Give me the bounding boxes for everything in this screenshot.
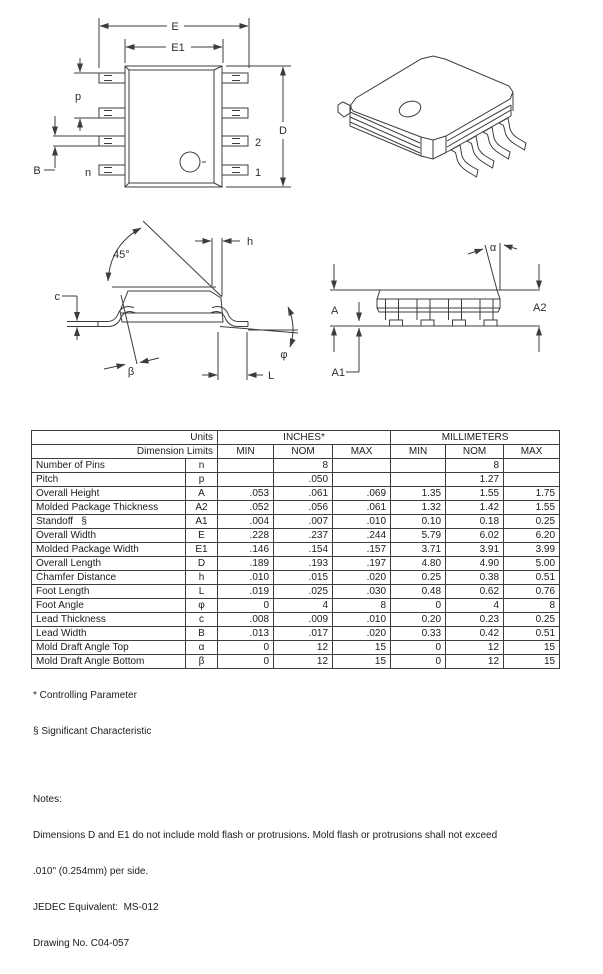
- note-drawing-number: Drawing No. C04-057: [33, 938, 130, 949]
- dimension-value-cell: 0.18: [446, 515, 504, 529]
- limit-col-header: NOM: [446, 445, 504, 459]
- dimension-value-cell: 8: [333, 599, 391, 613]
- dimension-value-cell: .157: [333, 543, 391, 557]
- dimension-value-cell: 12: [274, 655, 333, 669]
- dimension-name-cell: Pitch: [32, 473, 186, 487]
- limit-col-header: NOM: [274, 445, 333, 459]
- dimension-name-cell: Mold Draft Angle Bottom: [32, 655, 186, 669]
- left-pins: [99, 73, 125, 175]
- dimension-value-cell: 1.35: [391, 487, 446, 501]
- dimension-name-cell: Overall Height: [32, 487, 186, 501]
- dimension-value-cell: .013: [218, 627, 274, 641]
- table-row: [32, 529, 560, 543]
- isometric-view-drawing: [338, 56, 526, 177]
- dim-l-label: L: [268, 370, 275, 382]
- dimension-value-cell: .009: [274, 613, 333, 627]
- dimension-value-cell: 0.25: [391, 571, 446, 585]
- dim-a-label: A: [331, 305, 339, 317]
- footnote-significant-characteristic: § Significant Characteristic: [33, 726, 152, 737]
- dimension-value-cell: 0.23: [446, 613, 504, 627]
- iso-left-lead: [338, 102, 351, 117]
- dimension-symbol-cell: p: [186, 473, 218, 487]
- dimension-value-cell: 8: [274, 459, 333, 473]
- pin-1-label: 1: [255, 167, 262, 179]
- limit-col-header: MAX: [504, 445, 560, 459]
- dimension-value-cell: 15: [333, 655, 391, 669]
- dimension-limits-header-cell: Dimension Limits: [32, 445, 218, 459]
- dimension-name-cell: Overall Width: [32, 529, 186, 543]
- dimension-value-cell: 0.42: [446, 627, 504, 641]
- dimension-value-cell: 0.25: [504, 515, 560, 529]
- dimension-value-cell: 0.51: [504, 627, 560, 641]
- dimension-value-cell: 1.32: [391, 501, 446, 515]
- dimension-value-cell: 0.33: [391, 627, 446, 641]
- dimension-symbol-cell: A1: [186, 515, 218, 529]
- dimension-value-cell: .025: [274, 585, 333, 599]
- dimension-name-cell: Molded Package Thickness: [32, 501, 186, 515]
- table-row: [32, 585, 560, 599]
- dimension-value-cell: 4.90: [446, 557, 504, 571]
- dimension-value-cell: .020: [333, 571, 391, 585]
- dimension-value-cell: 0: [391, 599, 446, 613]
- dimension-value-cell: 0: [391, 655, 446, 669]
- dimension-value-cell: 1.55: [446, 487, 504, 501]
- dimension-value-cell: 0.62: [446, 585, 504, 599]
- dimension-value-cell: 12: [274, 641, 333, 655]
- dimension-symbol-cell: φ: [186, 599, 218, 613]
- dimension-value-cell: .237: [274, 529, 333, 543]
- spacer: [33, 762, 497, 770]
- table-row: [32, 599, 560, 613]
- dim-h-label: h: [247, 236, 254, 248]
- dimension-name-cell: Chamfer Distance: [32, 571, 186, 585]
- dimension-name-cell: Mold Draft Angle Top: [32, 641, 186, 655]
- dim-e-label: E: [171, 21, 179, 33]
- pin1-indicator-dot-iso: [397, 98, 423, 119]
- dimension-value-cell: [391, 473, 446, 487]
- notes-title: Notes:: [33, 794, 62, 805]
- table-row: [32, 627, 560, 641]
- dimension-value-cell: 15: [504, 641, 560, 655]
- dim-e1-label: E1: [171, 42, 185, 54]
- units-header-cell: Units: [32, 431, 218, 445]
- table-row: [32, 557, 560, 571]
- dimension-value-cell: 0.20: [391, 613, 446, 627]
- dimension-symbol-cell: h: [186, 571, 218, 585]
- dimension-value-cell: [333, 459, 391, 473]
- dimension-name-cell: Lead Width: [32, 627, 186, 641]
- dimension-value-cell: 0.51: [504, 571, 560, 585]
- dim-b-label: B: [33, 165, 41, 177]
- dim-a1-label: A1: [331, 367, 345, 379]
- note-line: .010" (0.254mm) per side.: [33, 866, 149, 877]
- dimension-value-cell: 0.38: [446, 571, 504, 585]
- dimension-value-cell: .050: [274, 473, 333, 487]
- dimension-table: [31, 430, 560, 669]
- package-body-top-view: [125, 66, 222, 187]
- table-row: [32, 487, 560, 501]
- dimension-value-cell: .007: [274, 515, 333, 529]
- table-row: [32, 571, 560, 585]
- dimension-value-cell: .004: [218, 515, 274, 529]
- dimension-symbol-cell: E1: [186, 543, 218, 557]
- pin1-indicator-dot: [180, 152, 200, 172]
- table-row: [32, 641, 560, 655]
- dimension-value-cell: 3.71: [391, 543, 446, 557]
- dimension-value-cell: .146: [218, 543, 274, 557]
- dimension-value-cell: [504, 473, 560, 487]
- table-header-row-units: [32, 431, 560, 445]
- dimension-value-cell: 5.79: [391, 529, 446, 543]
- dimension-value-cell: 0.25: [504, 613, 560, 627]
- dimension-symbol-cell: n: [186, 459, 218, 473]
- dimension-symbol-cell: E: [186, 529, 218, 543]
- dimension-value-cell: 12: [446, 641, 504, 655]
- dimension-name-cell: Lead Thickness: [32, 613, 186, 627]
- dimension-value-cell: 8: [504, 599, 560, 613]
- right-pins: [222, 73, 248, 175]
- dimension-value-cell: .154: [274, 543, 333, 557]
- package-body-side-view: [377, 290, 500, 299]
- dimension-value-cell: 5.00: [504, 557, 560, 571]
- dimension-value-cell: 8: [446, 459, 504, 473]
- dimension-value-cell: 1.27: [446, 473, 504, 487]
- dimension-value-cell: 1.55: [504, 501, 560, 515]
- dimension-value-cell: [333, 473, 391, 487]
- dim-45-label: 45°: [113, 249, 130, 261]
- dimension-value-cell: .008: [218, 613, 274, 627]
- dimension-value-cell: 0: [391, 641, 446, 655]
- dimension-value-cell: 0: [218, 655, 274, 669]
- table-row: [32, 473, 560, 487]
- dimension-symbol-cell: D: [186, 557, 218, 571]
- dim-beta-label: β: [127, 366, 135, 378]
- dimension-symbol-cell: c: [186, 613, 218, 627]
- dimension-value-cell: .053: [218, 487, 274, 501]
- dimension-value-cell: .017: [274, 627, 333, 641]
- dimension-value-cell: .189: [218, 557, 274, 571]
- dimension-symbol-cell: A: [186, 487, 218, 501]
- table-row: [32, 543, 560, 557]
- dimension-value-cell: 4: [274, 599, 333, 613]
- dimension-value-cell: .061: [333, 501, 391, 515]
- dimension-value-cell: 0.76: [504, 585, 560, 599]
- millimeters-header-cell: MILLIMETERS: [391, 431, 560, 445]
- dimension-value-cell: .069: [333, 487, 391, 501]
- dim-p-label: p: [74, 91, 82, 103]
- dimension-value-cell: .019: [218, 585, 274, 599]
- dimension-name-cell: Overall Length: [32, 557, 186, 571]
- package-outline-drawing: [0, 0, 603, 430]
- dimension-value-cell: .193: [274, 557, 333, 571]
- dimension-value-cell: .052: [218, 501, 274, 515]
- dimension-value-cell: .030: [333, 585, 391, 599]
- dimension-value-cell: 15: [504, 655, 560, 669]
- dimension-value-cell: .228: [218, 529, 274, 543]
- dimension-value-cell: 0: [218, 641, 274, 655]
- dim-a2-label: A2: [533, 302, 547, 314]
- dimension-value-cell: 0.48: [391, 585, 446, 599]
- dimension-value-cell: 6.02: [446, 529, 504, 543]
- dimension-value-cell: 6.20: [504, 529, 560, 543]
- dimension-value-cell: 0.10: [391, 515, 446, 529]
- dim-alpha-label: α: [489, 242, 497, 254]
- dimension-symbol-cell: β: [186, 655, 218, 669]
- note-line: Dimensions D and E1 do not include mold flash or protrusions. Mold flash or protrusions shall not exceed: [33, 830, 498, 841]
- dim-d-label: D: [279, 125, 287, 137]
- dimension-value-cell: .061: [274, 487, 333, 501]
- table-row: [32, 459, 560, 473]
- dimension-symbol-cell: α: [186, 641, 218, 655]
- dimension-symbol-cell: L: [186, 585, 218, 599]
- dimension-value-cell: [218, 473, 274, 487]
- dimension-name-cell: Foot Angle: [32, 599, 186, 613]
- dimension-value-cell: [504, 459, 560, 473]
- limit-col-header: MAX: [333, 445, 391, 459]
- dimension-value-cell: 1.75: [504, 487, 560, 501]
- dimension-value-cell: [391, 459, 446, 473]
- dimension-value-cell: .056: [274, 501, 333, 515]
- dimension-symbol-cell: B: [186, 627, 218, 641]
- end-view-drawing: [55, 221, 299, 382]
- dimension-value-cell: 4.80: [391, 557, 446, 571]
- dimension-value-cell: [218, 459, 274, 473]
- notes-block: [33, 666, 497, 974]
- side-view-drawing: [330, 242, 546, 379]
- dimension-value-cell: .244: [333, 529, 391, 543]
- package-body-end-view: [120, 291, 223, 322]
- table-row: [32, 613, 560, 627]
- dimension-value-cell: 4: [446, 599, 504, 613]
- dimension-value-cell: .010: [333, 613, 391, 627]
- table-row: [32, 515, 560, 529]
- dimension-name-cell: Foot Length: [32, 585, 186, 599]
- limit-col-header: MIN: [391, 445, 446, 459]
- pin-n-label: n: [84, 167, 92, 179]
- note-jedec: JEDEC Equivalent: MS-012: [33, 902, 159, 913]
- dimension-name-cell: Molded Package Width: [32, 543, 186, 557]
- dimension-table-body: [32, 459, 560, 669]
- inches-header-cell: INCHES*: [218, 431, 391, 445]
- limit-col-header: MIN: [218, 445, 274, 459]
- dimension-value-cell: 0: [218, 599, 274, 613]
- pin-2-label: 2: [255, 137, 262, 149]
- dimension-value-cell: .197: [333, 557, 391, 571]
- dimension-value-cell: 1.42: [446, 501, 504, 515]
- dimension-name-cell: Number of Pins: [32, 459, 186, 473]
- dimension-value-cell: 3.99: [504, 543, 560, 557]
- table-row: [32, 501, 560, 515]
- dimension-value-cell: .020: [333, 627, 391, 641]
- dim-phi-label: φ: [280, 349, 288, 361]
- dimension-symbol-cell: A2: [186, 501, 218, 515]
- dimension-value-cell: 15: [333, 641, 391, 655]
- table-header-row-limits: [32, 445, 560, 459]
- dimension-value-cell: .010: [218, 571, 274, 585]
- dim-c-label: c: [54, 291, 60, 303]
- dimension-name-cell: Standoff §: [32, 515, 186, 529]
- top-view-drawing: [33, 18, 291, 187]
- dimension-value-cell: 3.91: [446, 543, 504, 557]
- dimension-value-cell: 12: [446, 655, 504, 669]
- dimension-value-cell: .010: [333, 515, 391, 529]
- footnote-controlling-parameter: * Controlling Parameter: [33, 690, 137, 701]
- dimension-value-cell: .015: [274, 571, 333, 585]
